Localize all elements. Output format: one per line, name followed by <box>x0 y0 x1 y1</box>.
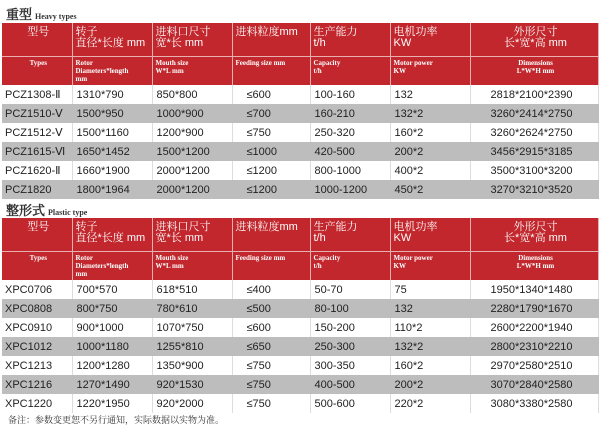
header-dimensions-zh: 外形尺寸 长*宽*高 mm <box>470 218 598 252</box>
cell-feeding-size: ≤1200 <box>232 180 310 199</box>
header-dimensions-en: Dimensions L*W*H mm <box>470 57 598 86</box>
cell-motor-power: 132*2 <box>390 104 470 123</box>
cell-dimensions: 2970*2580*2510 <box>470 356 598 375</box>
header-mouth-size-en: Mouth size W*L mm <box>152 252 232 281</box>
cell-feeding-size: ≤1200 <box>232 161 310 180</box>
cell-capacity: 80-100 <box>310 299 390 318</box>
cell-capacity: 800-1000 <box>310 161 390 180</box>
cell-capacity: 420-500 <box>310 142 390 161</box>
table-row <box>2 280 598 299</box>
cell-feeding-size: ≤750 <box>232 375 310 394</box>
header-rotor-zh: 转子 直径*长度 mm <box>72 218 152 252</box>
cell-feeding-size: ≤400 <box>232 280 310 299</box>
cell-mouth-size: 1070*750 <box>152 318 232 337</box>
cell-motor-power: 200*2 <box>390 142 470 161</box>
header-row-zh <box>2 218 598 252</box>
table-row <box>2 161 598 180</box>
cell-capacity: 400-500 <box>310 375 390 394</box>
heavy-types-table <box>2 23 599 199</box>
cell-dimensions: 3260*2414*2750 <box>470 104 598 123</box>
cell-type: PCZ1510-Ⅴ <box>2 104 72 123</box>
header-capacity-en: Capacity t/h <box>310 57 390 86</box>
cell-feeding-size: ≤600 <box>232 85 310 104</box>
cell-dimensions: 3456*2915*3185 <box>470 142 598 161</box>
cell-dimensions: 3070*2840*2580 <box>470 375 598 394</box>
header-feeding-size-en: Feeding size mm <box>232 252 310 281</box>
table-row <box>2 394 598 413</box>
cell-capacity: 160-210 <box>310 104 390 123</box>
plastic-section-title <box>6 200 87 219</box>
cell-motor-power: 160*2 <box>390 356 470 375</box>
cell-type: XPC1220 <box>2 394 72 413</box>
cell-rotor: 1310*790 <box>72 85 152 104</box>
cell-mouth-size: 920*2000 <box>152 394 232 413</box>
cell-dimensions: 3270*3210*3520 <box>470 180 598 199</box>
cell-mouth-size: 2000*1200 <box>152 180 232 199</box>
header-capacity-zh: 生产能力 t/h <box>310 23 390 57</box>
header-rotor-zh: 转子 直径*长度 mm <box>72 23 152 57</box>
heavy-title-zh: 重型 <box>6 7 33 22</box>
cell-rotor: 800*750 <box>72 299 152 318</box>
cell-dimensions: 3260*2624*2750 <box>470 123 598 142</box>
cell-mouth-size: 1000*900 <box>152 104 232 123</box>
cell-feeding-size: ≤750 <box>232 123 310 142</box>
header-capacity-zh: 生产能力 t/h <box>310 218 390 252</box>
cell-feeding-size: ≤650 <box>232 337 310 356</box>
header-feeding-size-zh: 进料粒度mm <box>232 23 310 57</box>
cell-feeding-size: ≤1000 <box>232 142 310 161</box>
cell-rotor: 1800*1964 <box>72 180 152 199</box>
cell-motor-power: 132 <box>390 85 470 104</box>
cell-motor-power: 132*2 <box>390 337 470 356</box>
cell-mouth-size: 618*510 <box>152 280 232 299</box>
cell-capacity: 250-300 <box>310 337 390 356</box>
table-row <box>2 337 598 356</box>
header-mouth-size-zh: 进料口尺寸 宽*长 mm <box>152 218 232 252</box>
cell-type: PCZ1620-Ⅱ <box>2 161 72 180</box>
cell-rotor: 1220*1950 <box>72 394 152 413</box>
header-mouth-size-zh: 进料口尺寸 宽*长 mm <box>152 23 232 57</box>
footnote: 备注：参数变更恕不另行通知，实际数据以实物为准。 <box>8 415 225 425</box>
cell-motor-power: 200*2 <box>390 375 470 394</box>
table-row <box>2 104 598 123</box>
cell-mouth-size: 850*800 <box>152 85 232 104</box>
cell-rotor: 1500*950 <box>72 104 152 123</box>
cell-feeding-size: ≤700 <box>232 104 310 123</box>
cell-rotor: 1650*1452 <box>72 142 152 161</box>
table-row <box>2 299 598 318</box>
plastic-title-en: Plastic type <box>48 208 88 217</box>
header-row-zh <box>2 23 598 57</box>
header-feeding-size-en: Feeding size mm <box>232 57 310 86</box>
header-type-en: Types <box>2 57 72 86</box>
cell-dimensions: 3080*3380*2580 <box>470 394 598 413</box>
header-row-en <box>2 252 598 281</box>
header-type-zh: 型号 <box>2 23 72 57</box>
cell-capacity: 150-200 <box>310 318 390 337</box>
header-capacity-en: Capacity t/h <box>310 252 390 281</box>
table-row <box>2 318 598 337</box>
header-dimensions-en: Dimensions L*W*H mm <box>470 252 598 281</box>
cell-dimensions: 3500*3100*3200 <box>470 161 598 180</box>
cell-motor-power: 400*2 <box>390 161 470 180</box>
cell-type: XPC0910 <box>2 318 72 337</box>
cell-motor-power: 75 <box>390 280 470 299</box>
cell-rotor: 1660*1900 <box>72 161 152 180</box>
cell-mouth-size: 1255*810 <box>152 337 232 356</box>
cell-mouth-size: 1200*900 <box>152 123 232 142</box>
header-mouth-size-en: Mouth size W*L mm <box>152 57 232 86</box>
cell-feeding-size: ≤750 <box>232 356 310 375</box>
header-feeding-size-zh: 进料粒度mm <box>232 218 310 252</box>
table-row <box>2 180 598 199</box>
cell-mouth-size: 920*1530 <box>152 375 232 394</box>
cell-feeding-size: ≤600 <box>232 318 310 337</box>
heavy-title-en: Heavy types <box>35 12 77 21</box>
cell-capacity: 50-70 <box>310 280 390 299</box>
header-motor-power-en: Motor power KW <box>390 252 470 281</box>
header-motor-power-zh: 电机功率 KW <box>390 23 470 57</box>
cell-dimensions: 2800*2310*2210 <box>470 337 598 356</box>
header-type-en: Types <box>2 252 72 281</box>
table-row <box>2 356 598 375</box>
header-type-zh: 型号 <box>2 218 72 252</box>
cell-type: PCZ1820 <box>2 180 72 199</box>
cell-type: XPC1012 <box>2 337 72 356</box>
cell-mouth-size: 1350*900 <box>152 356 232 375</box>
cell-mouth-size: 780*610 <box>152 299 232 318</box>
cell-rotor: 1500*1160 <box>72 123 152 142</box>
cell-capacity: 100-160 <box>310 85 390 104</box>
header-motor-power-zh: 电机功率 KW <box>390 218 470 252</box>
cell-motor-power: 450*2 <box>390 180 470 199</box>
cell-dimensions: 2818*2100*2390 <box>470 85 598 104</box>
plastic-type-table <box>2 218 599 413</box>
heavy-section-title <box>6 4 77 23</box>
table-row <box>2 85 598 104</box>
cell-type: XPC1213 <box>2 356 72 375</box>
cell-capacity: 250-320 <box>310 123 390 142</box>
cell-type: XPC1216 <box>2 375 72 394</box>
cell-mouth-size: 1500*1200 <box>152 142 232 161</box>
cell-type: PCZ1308-Ⅱ <box>2 85 72 104</box>
cell-motor-power: 132 <box>390 299 470 318</box>
cell-rotor: 700*570 <box>72 280 152 299</box>
cell-capacity: 300-350 <box>310 356 390 375</box>
cell-capacity: 1000-1200 <box>310 180 390 199</box>
cell-mouth-size: 2000*1200 <box>152 161 232 180</box>
cell-type: PCZ1615-Ⅵ <box>2 142 72 161</box>
header-rotor-en: Rotor Diameters*length mm <box>72 57 152 86</box>
cell-dimensions: 1950*1340*1480 <box>470 280 598 299</box>
cell-dimensions: 2600*2200*1940 <box>470 318 598 337</box>
header-motor-power-en: Motor power KW <box>390 57 470 86</box>
header-row-en <box>2 57 598 86</box>
cell-rotor: 900*1000 <box>72 318 152 337</box>
cell-rotor: 1000*1180 <box>72 337 152 356</box>
cell-rotor: 1200*1280 <box>72 356 152 375</box>
plastic-title-zh: 整形式 <box>6 203 46 218</box>
table-row <box>2 142 598 161</box>
cell-type: XPC0706 <box>2 280 72 299</box>
cell-dimensions: 2280*1790*1670 <box>470 299 598 318</box>
header-dimensions-zh: 外形尺寸 长*宽*高 mm <box>470 23 598 57</box>
cell-feeding-size: ≤750 <box>232 394 310 413</box>
cell-rotor: 1270*1490 <box>72 375 152 394</box>
cell-type: XPC0808 <box>2 299 72 318</box>
cell-motor-power: 110*2 <box>390 318 470 337</box>
table-row <box>2 375 598 394</box>
cell-motor-power: 160*2 <box>390 123 470 142</box>
cell-feeding-size: ≤500 <box>232 299 310 318</box>
header-rotor-en: Rotor Diameters*length mm <box>72 252 152 281</box>
table-row <box>2 123 598 142</box>
cell-motor-power: 220*2 <box>390 394 470 413</box>
cell-type: PCZ1512-Ⅴ <box>2 123 72 142</box>
cell-capacity: 500-600 <box>310 394 390 413</box>
